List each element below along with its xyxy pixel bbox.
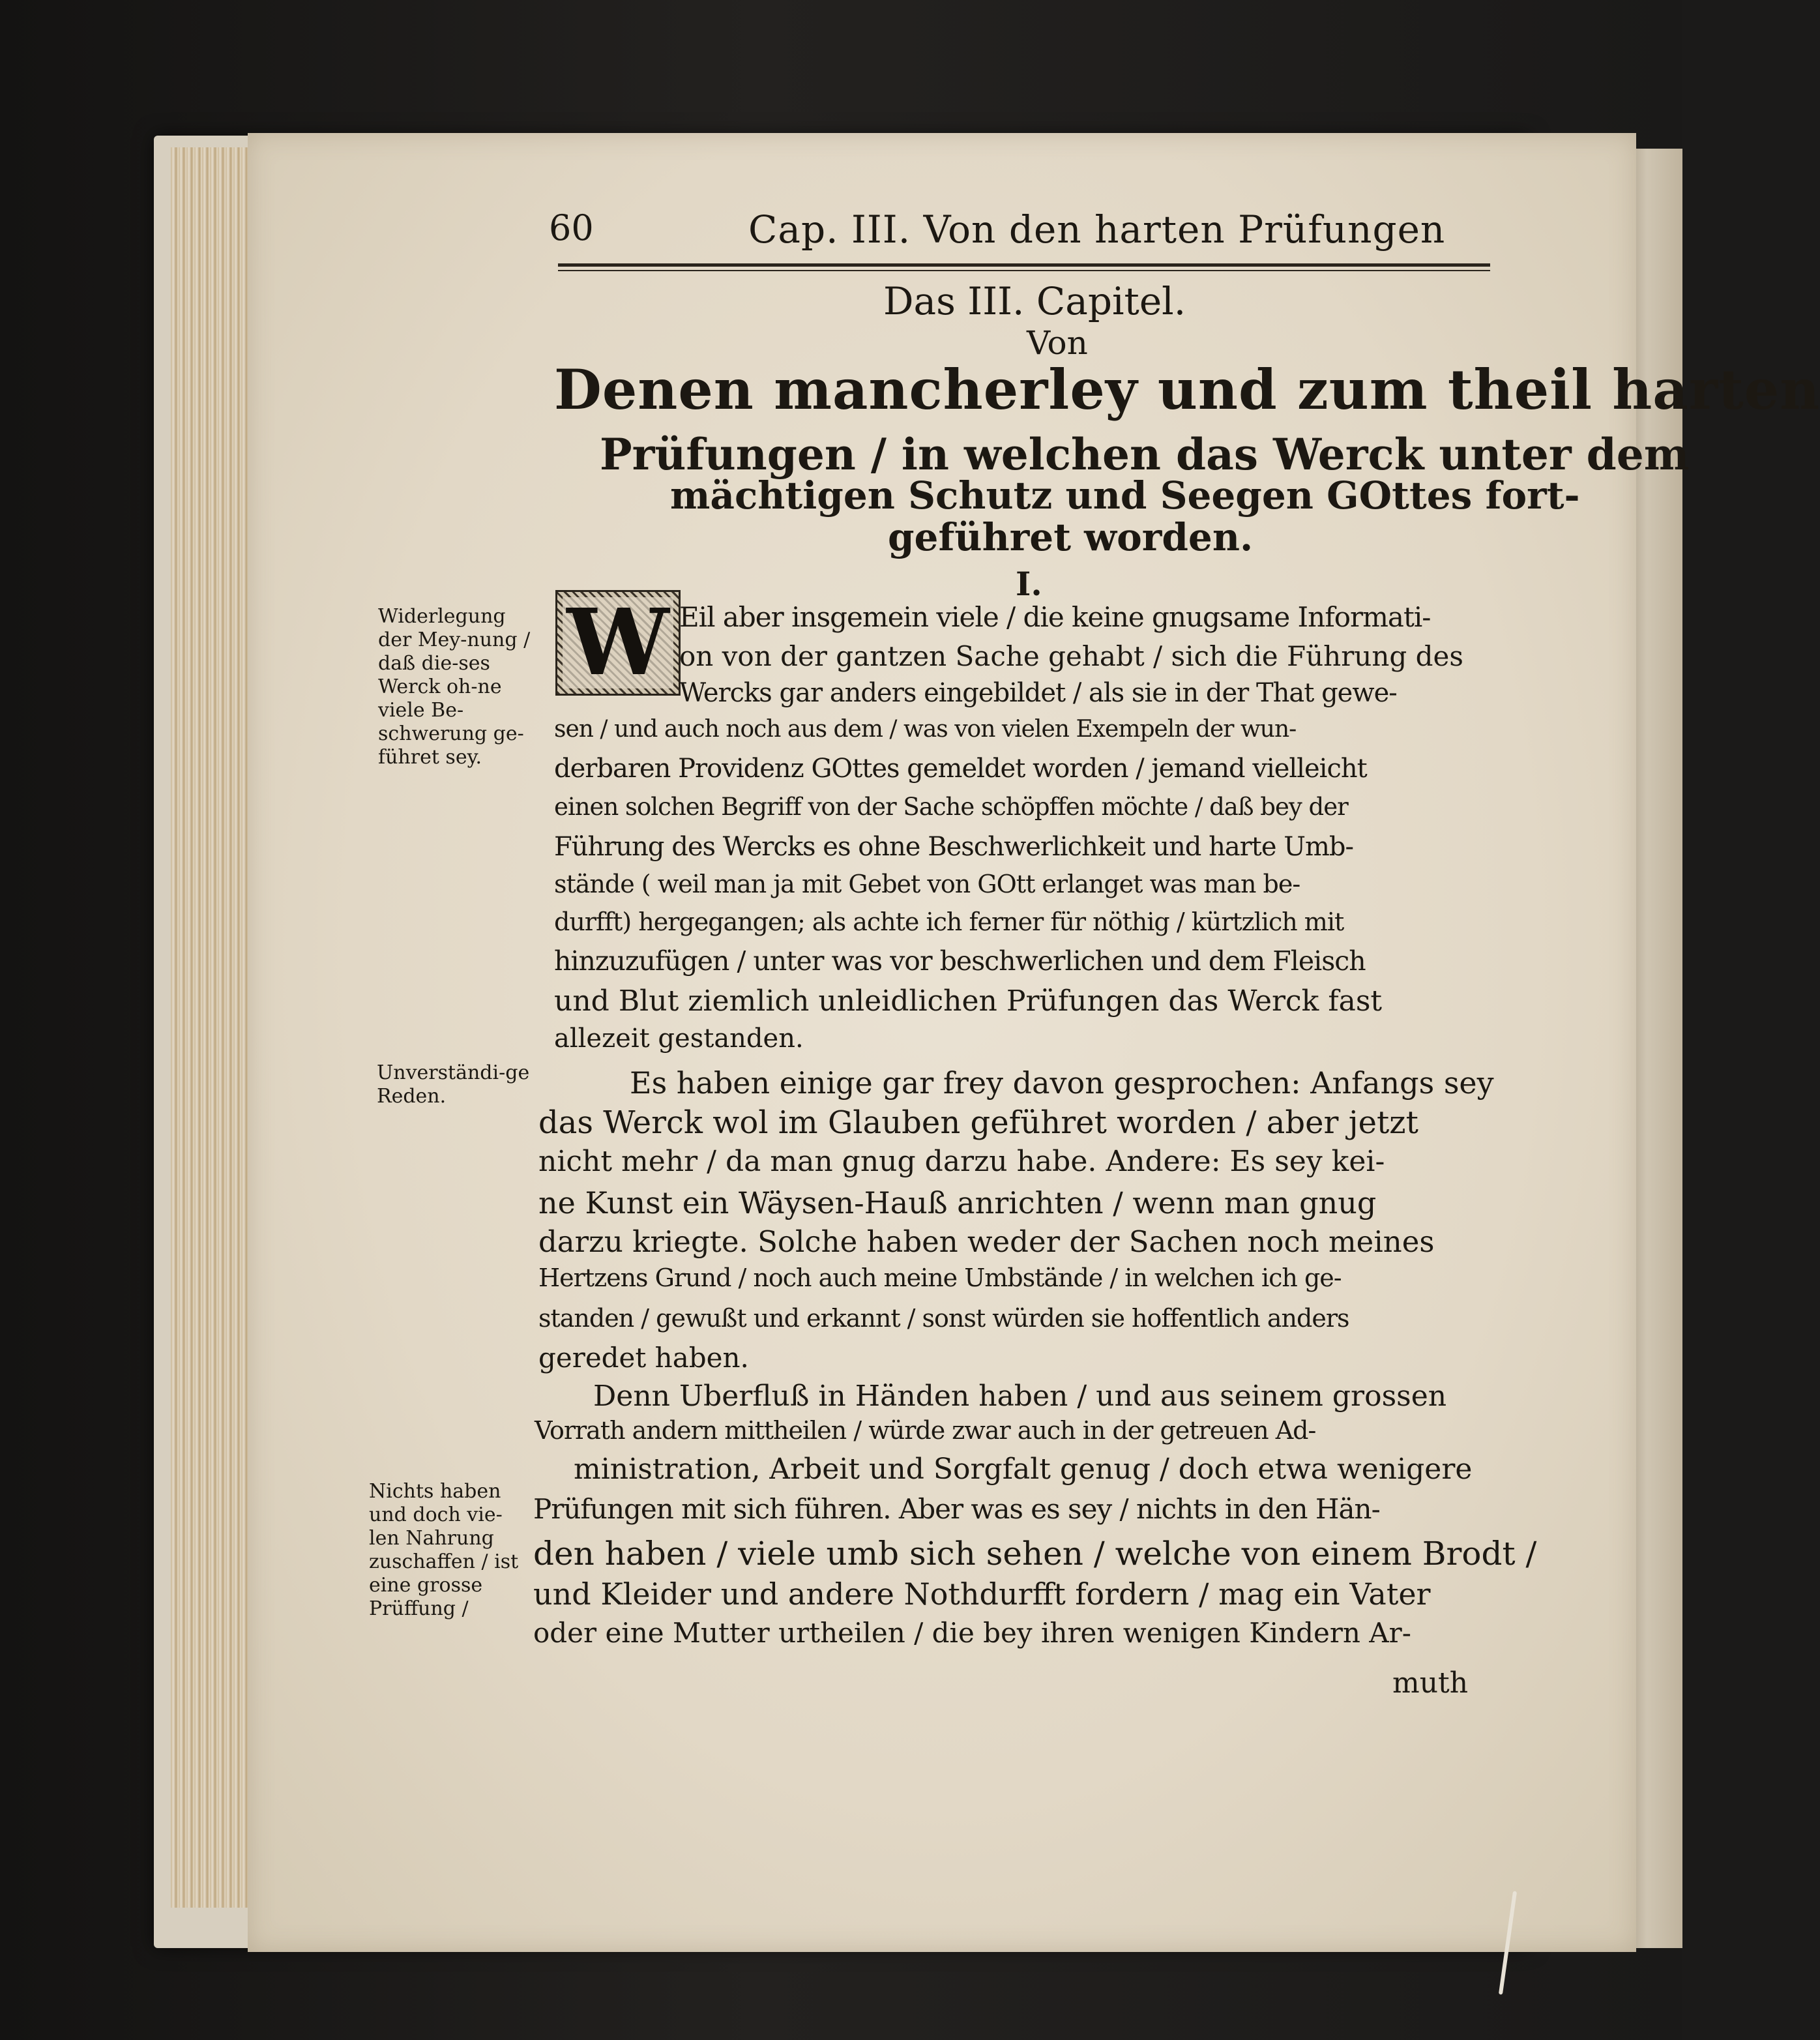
body-line: standen / gewußt und erkannt / sonst würden sie hoffentlich anders: [538, 1304, 1349, 1333]
body-line: Es haben einige gar frey davon gesprochen: Anfangs sey: [630, 1065, 1494, 1101]
header-rule: [558, 263, 1490, 267]
body-line: und Kleider und andere Nothdurfft fordern / mag ein Vater: [533, 1576, 1431, 1612]
initial-letter: W: [563, 597, 673, 688]
body-line: derbaren Providenz GOttes gemeldet worden / jemand vielleicht: [554, 754, 1367, 784]
body-line: on von der gantzen Sache gehabt / sich die Führung des: [679, 640, 1463, 672]
body-line: oder eine Mutter urtheilen / die bey ihren wenigen Kindern Ar-: [533, 1617, 1411, 1649]
body-line: einen solchen Begriff von der Sache schöpffen möchte / daß bey der: [554, 793, 1348, 821]
decorated-initial: [555, 590, 681, 696]
body-line: ne Kunst ein Wäysen-Hauß anrichten / wenn man gnug: [538, 1185, 1377, 1220]
body-line: Führung des Wercks es ohne Beschwerlichkeit und harte Umb-: [554, 832, 1354, 862]
chapter-heading: Das III. Capitel.: [883, 279, 1186, 323]
body-line: ministration, Arbeit und Sorgfalt genug / doch etwa wenigere: [574, 1453, 1473, 1486]
body-line: das Werck wol im Glauben geführet worden / aber jetzt: [538, 1104, 1418, 1141]
body-line: Wercks gar anders eingebildet / als sie in der That gewe-: [679, 678, 1397, 708]
body-line: darzu kriegte. Solche haben weder der Sachen noch meines: [538, 1224, 1435, 1259]
body-line: Eil aber insgemein viele / die keine gnugsame Informati-: [679, 601, 1431, 633]
body-line: stände ( weil man ja mit Gebet von GOtt erlanget was man be-: [554, 870, 1300, 898]
body-line: geredet haben.: [538, 1342, 749, 1374]
body-line: den haben / viele umb sich sehen / welche von einem Brodt /: [533, 1535, 1537, 1573]
chapter-title-line: mächtigen Schutz und Seegen GOttes fort-: [670, 473, 1580, 518]
chapter-von: Von: [1027, 324, 1088, 362]
body-line: durfft) hergegangen; als achte ich ferner für nöthig / kürtzlich mit: [554, 908, 1344, 936]
chapter-title-line: Prüfungen / in welchen das Werck unter dem: [600, 429, 1690, 480]
chapter-title-line: geführet worden.: [888, 515, 1254, 559]
running-title: Cap. III. Von den harten Prüfungen: [748, 207, 1446, 252]
body-line: hinzuzufügen / unter was vor beschwerlichen und dem Fleisch: [554, 945, 1366, 977]
body-line: allezeit gestanden.: [554, 1024, 804, 1054]
body-line: Denn Uberfluß in Händen haben / und aus seinem grossen: [593, 1380, 1447, 1413]
body-line: Prüfungen mit sich führen. Aber was es sey / nichts in den Hän-: [533, 1493, 1380, 1525]
section-number: I.: [1016, 565, 1042, 603]
body-line: nicht mehr / da man gnug darzu habe. Andere: Es sey kei-: [538, 1145, 1385, 1178]
body-line: Hertzens Grund / noch auch meine Umbstände / in welchen ich ge-: [538, 1264, 1342, 1292]
chapter-title-line: Denen mancherley und zum theil harten: [554, 357, 1820, 422]
body-line: und Blut ziemlich unleidlichen Prüfungen das Werck fast: [554, 984, 1383, 1018]
margin-note: Widerlegung der Mey-nung / daß die-ses Werck oh-ne viele Be-schwerung ge-führet sey.: [378, 605, 531, 769]
margin-note: Nichts haben und doch vie-len Nahrung zuschaffen / ist eine grosse Prüffung /: [369, 1480, 519, 1620]
header-rule-thin: [558, 270, 1490, 271]
page-number: 60: [549, 207, 594, 248]
body-line: Vorrath andern mittheilen / würde zwar auch in der getreuen Ad-: [535, 1416, 1316, 1445]
body-line: sen / und auch noch aus dem / was von vielen Exempeln der wun-: [554, 716, 1297, 743]
margin-note: Unverständi-ge Reden.: [377, 1061, 530, 1108]
body-line: muth: [1392, 1666, 1469, 1700]
